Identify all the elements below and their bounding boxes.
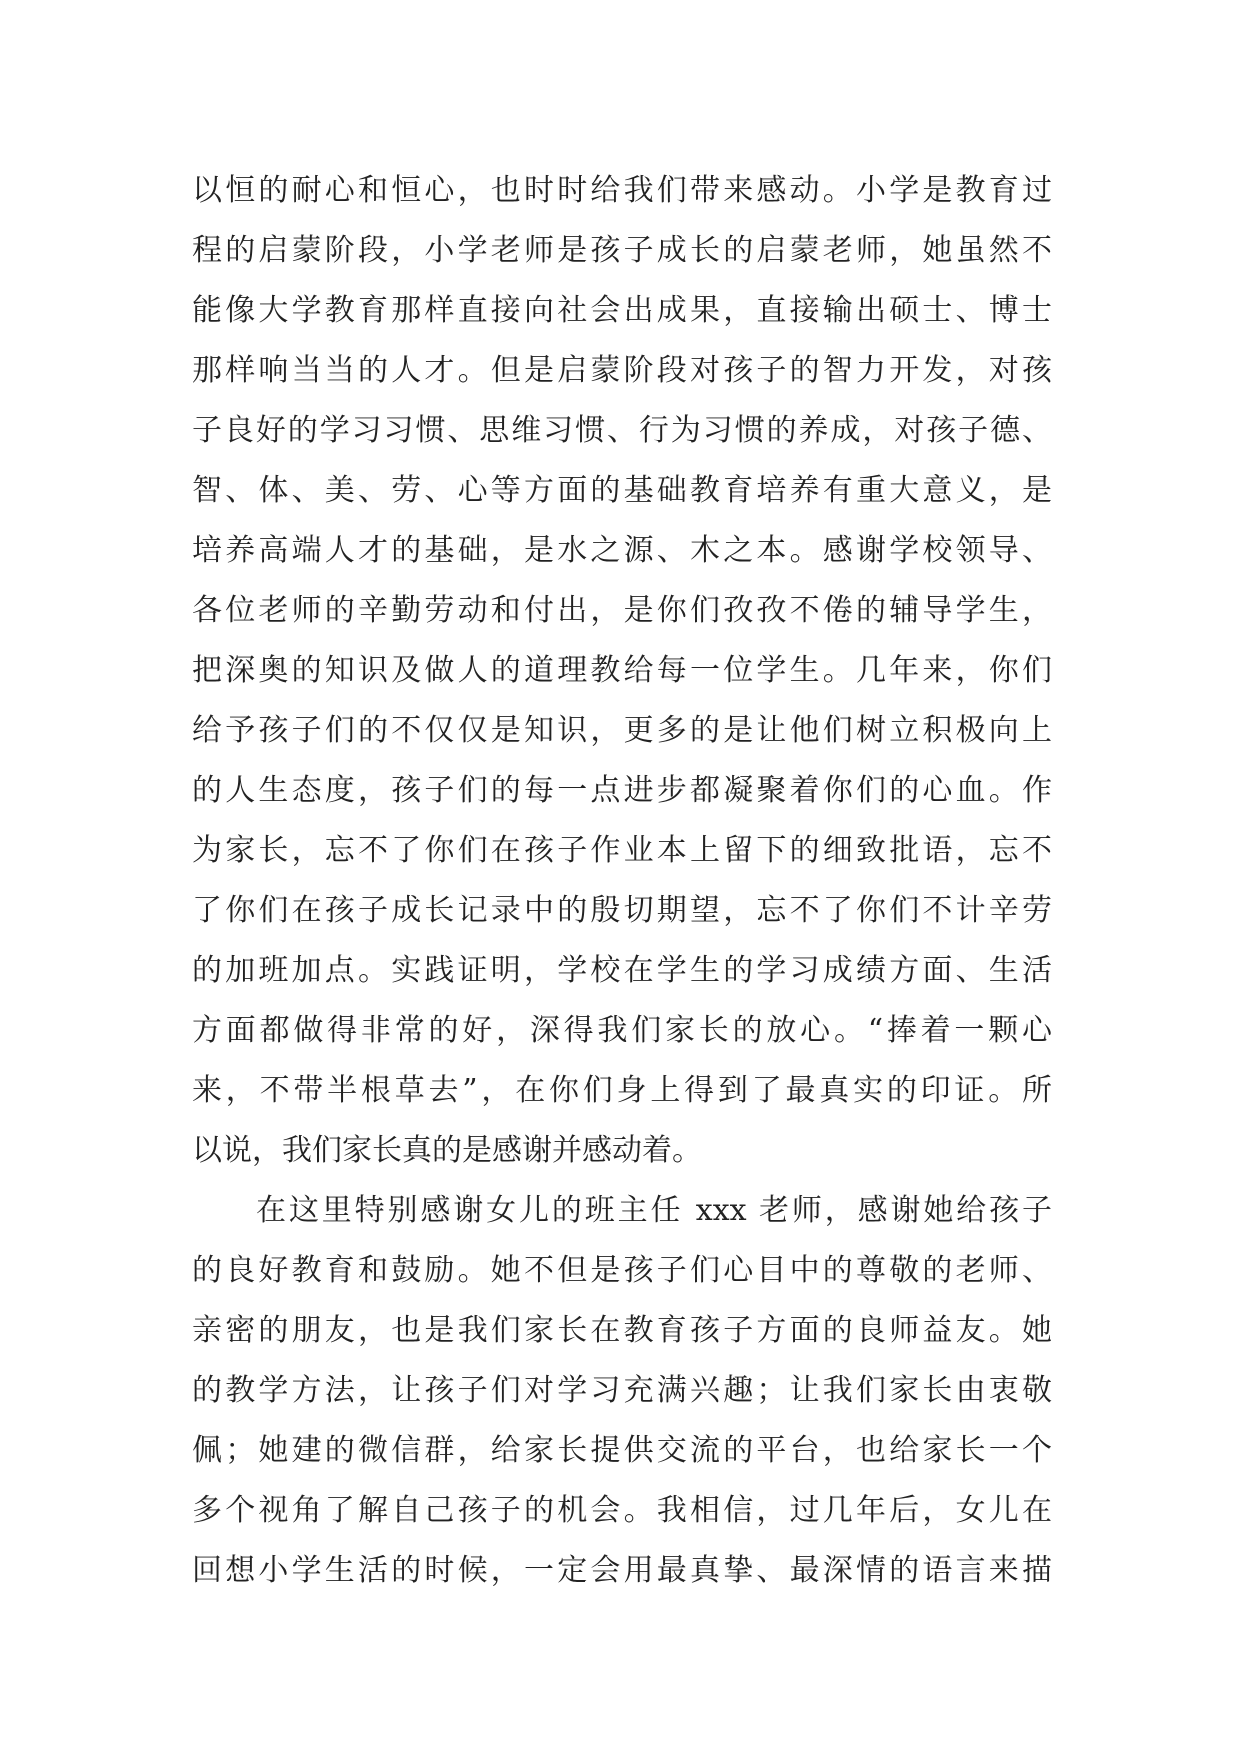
text-line: 的人生态度，孩子们的每一点进步都凝聚着你们的心血。作 bbox=[192, 773, 1052, 808]
text-line: 以说，我们家长真的是感谢并感动着。 bbox=[192, 1133, 702, 1168]
text-line: 培养高端人才的基础，是水之源、木之本。感谢学校领导、 bbox=[192, 533, 1052, 568]
text-line: 为家长，忘不了你们在孩子作业本上留下的细致批语，忘不 bbox=[192, 833, 1052, 868]
text-line: 的教学方法，让孩子们对学习充满兴趣；让我们家长由衷敬 bbox=[192, 1373, 1052, 1408]
text-line: 来，不带半根草去”，在你们身上得到了最真实的印证。所 bbox=[192, 1073, 1052, 1108]
text-line: 亲密的朋友，也是我们家长在教育孩子方面的良师益友。她 bbox=[192, 1313, 1052, 1348]
text-line: 方面都做得非常的好，深得我们家长的放心。“捧着一颗心 bbox=[192, 1013, 1052, 1048]
text-line: 给予孩子们的不仅仅是知识，更多的是让他们树立积极向上 bbox=[192, 713, 1052, 748]
text-line: 各位老师的辛勤劳动和付出，是你们孜孜不倦的辅导学生， bbox=[192, 593, 1052, 628]
text-line: 能像大学教育那样直接向社会出成果，直接输出硕士、博士 bbox=[192, 293, 1052, 328]
text-line: 佩；她建的微信群，给家长提供交流的平台，也给家长一个 bbox=[192, 1433, 1052, 1468]
text-line: 智、体、美、劳、心等方面的基础教育培养有重大意义，是 bbox=[192, 473, 1052, 508]
text-line: 的良好教育和鼓励。她不但是孩子们心目中的尊敬的老师、 bbox=[192, 1253, 1052, 1288]
text-line: 那样响当当的人才。但是启蒙阶段对孩子的智力开发，对孩 bbox=[192, 353, 1052, 388]
text-line: 在这里特别感谢女儿的班主任 xxx 老师，感谢她给孩子 bbox=[256, 1193, 1052, 1228]
text-line: 多个视角了解自己孩子的机会。我相信，过几年后，女儿在 bbox=[192, 1493, 1052, 1528]
text-line: 以恒的耐心和恒心，也时时给我们带来感动。小学是教育过 bbox=[192, 173, 1052, 208]
text-line: 的加班加点。实践证明，学校在学生的学习成绩方面、生活 bbox=[192, 953, 1052, 988]
paragraph-2 bbox=[192, 1181, 1052, 1601]
text-line: 子良好的学习习惯、思维习惯、行为习惯的养成，对孩子德、 bbox=[192, 413, 1052, 448]
text-line: 了你们在孩子成长记录中的殷切期望，忘不了你们不计辛劳 bbox=[192, 893, 1052, 928]
text-line: 回想小学生活的时候，一定会用最真挚、最深情的语言来描 bbox=[192, 1553, 1052, 1588]
document-body bbox=[192, 161, 1052, 1601]
text-line: 把深奥的知识及做人的道理教给每一位学生。几年来，你们 bbox=[192, 653, 1052, 688]
paragraph-1 bbox=[192, 161, 1052, 1181]
text-line: 程的启蒙阶段，小学老师是孩子成长的启蒙老师，她虽然不 bbox=[192, 233, 1052, 268]
